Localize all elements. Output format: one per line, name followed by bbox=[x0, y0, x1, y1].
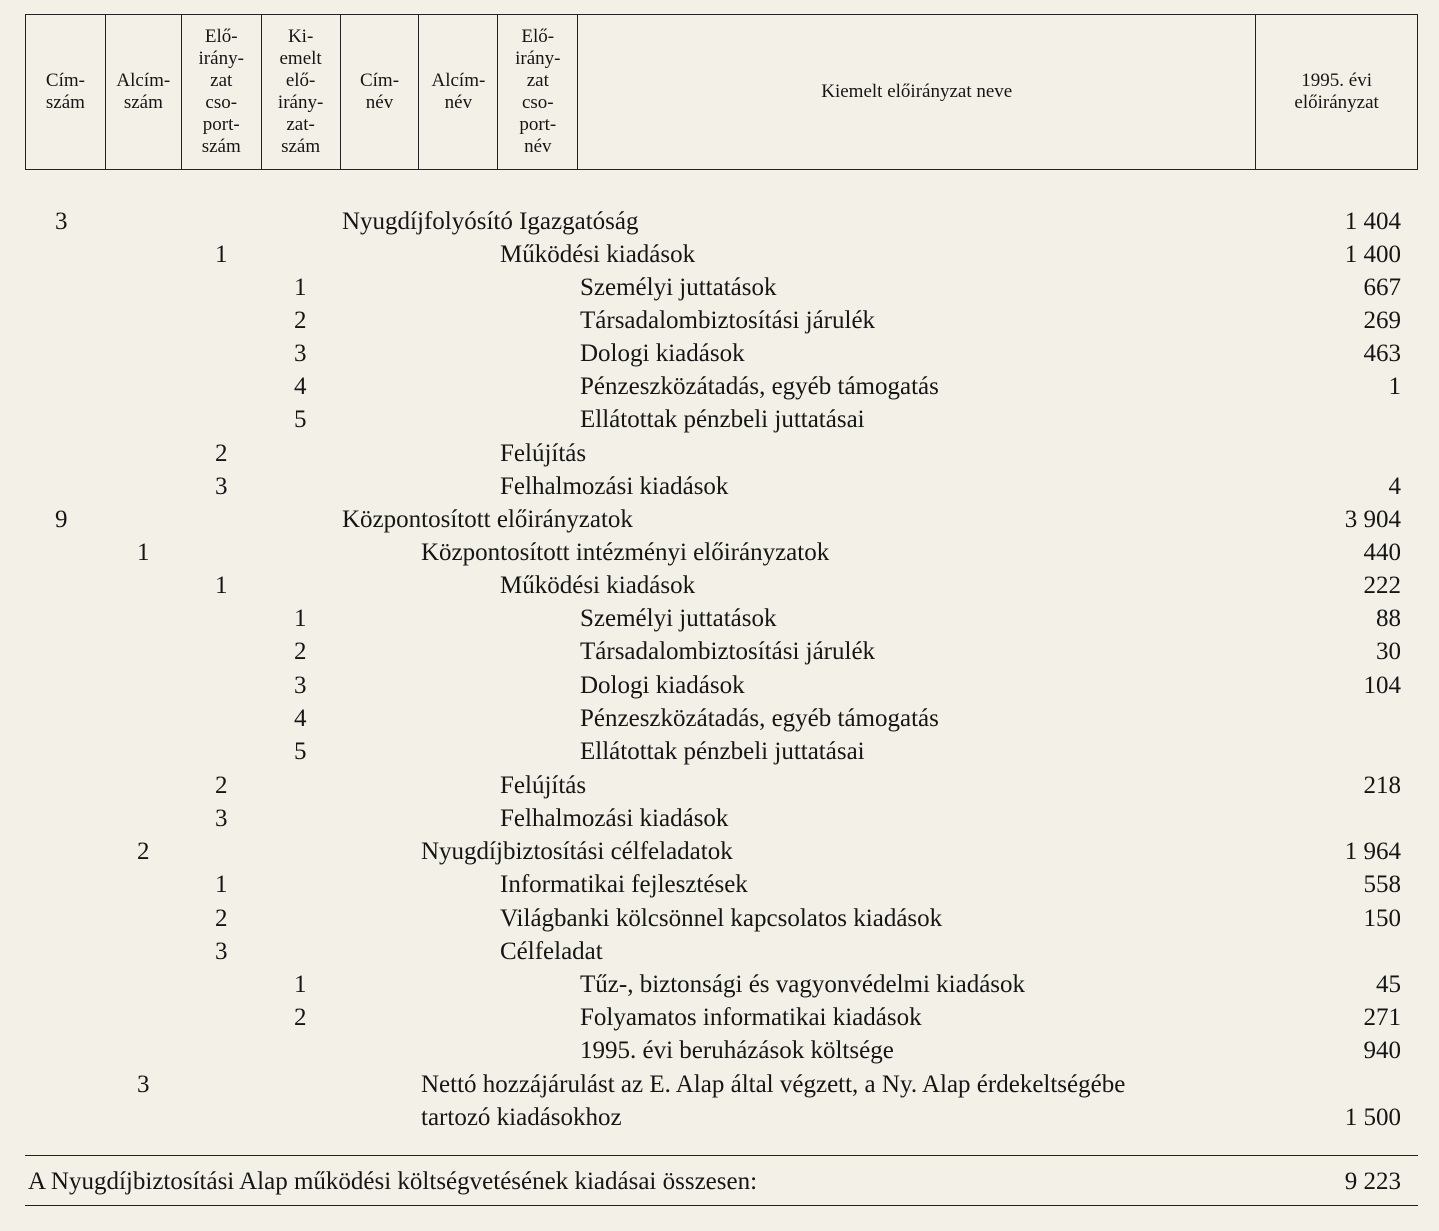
row-number: 2 bbox=[137, 838, 150, 865]
table-row bbox=[0, 503, 1439, 536]
table-row bbox=[0, 1101, 1439, 1134]
table-row bbox=[0, 669, 1439, 702]
header-kiemelt-eloiranyzat-neve: Kiemelt előirányzat neve bbox=[578, 15, 1256, 169]
row-number: 3 bbox=[215, 938, 228, 965]
row-label: Dologi kiadások bbox=[580, 672, 745, 699]
row-value: 4 bbox=[1388, 473, 1401, 500]
row-label: Működési kiadások bbox=[500, 241, 696, 268]
total-top-rule bbox=[25, 1155, 1418, 1156]
table-row bbox=[0, 1001, 1439, 1034]
row-number: 3 bbox=[55, 208, 68, 235]
row-label: Nyugdíjbiztosítási célfeladatok bbox=[421, 838, 733, 865]
row-label: Személyi juttatások bbox=[580, 274, 777, 301]
row-number: 2 bbox=[294, 307, 307, 334]
table-header bbox=[25, 14, 1418, 170]
row-number: 5 bbox=[294, 406, 307, 433]
row-label: Folyamatos informatikai kiadások bbox=[580, 1004, 922, 1031]
row-value: 30 bbox=[1376, 638, 1401, 665]
row-label: Központosított intézményi előirányzatok bbox=[421, 539, 830, 566]
table-row bbox=[0, 1034, 1439, 1067]
table-row bbox=[0, 1068, 1439, 1101]
table-row bbox=[0, 702, 1439, 735]
row-value: 440 bbox=[1363, 539, 1401, 566]
table-row bbox=[0, 470, 1439, 503]
table-row bbox=[0, 304, 1439, 337]
row-value: 667 bbox=[1363, 274, 1401, 301]
row-label: Társadalombiztosítási járulék bbox=[580, 307, 876, 334]
table-row bbox=[0, 569, 1439, 602]
row-label: Dologi kiadások bbox=[580, 340, 745, 367]
row-label: Nettó hozzájárulást az E. Alap által végzett, a Ny. Alap érdekeltségébe bbox=[421, 1071, 1126, 1098]
row-value: 940 bbox=[1363, 1037, 1401, 1064]
row-label: Társadalombiztosítási járulék bbox=[580, 638, 876, 665]
table-row bbox=[0, 802, 1439, 835]
row-label: Ellátottak pénzbeli juttatásai bbox=[580, 738, 865, 765]
table-row bbox=[0, 370, 1439, 403]
row-number: 3 bbox=[215, 805, 228, 832]
table-row bbox=[0, 835, 1439, 868]
header-eloiranyzat-csoport-szam: Elő- irány- zat cso- port- szám bbox=[182, 15, 262, 169]
header-cimnev: Cím- név bbox=[341, 15, 420, 169]
table-row bbox=[0, 902, 1439, 935]
row-value: 150 bbox=[1363, 905, 1401, 932]
row-number: 2 bbox=[294, 638, 307, 665]
row-label: Felújítás bbox=[500, 440, 587, 467]
header-alcimszam: Alcím- szám bbox=[106, 15, 182, 169]
total-row bbox=[0, 1165, 1439, 1199]
row-number: 3 bbox=[215, 473, 228, 500]
row-label: 1995. évi beruházások költsége bbox=[580, 1037, 894, 1064]
table-row bbox=[0, 968, 1439, 1001]
header-eloiranyzat-csoport-nev: Elő- irány- zat cso- port- név bbox=[498, 15, 578, 169]
row-value: 3 904 bbox=[1344, 506, 1401, 533]
row-number: 4 bbox=[294, 373, 307, 400]
row-label: Felújítás bbox=[500, 772, 587, 799]
row-value: 558 bbox=[1363, 871, 1401, 898]
row-value: 1 964 bbox=[1344, 838, 1401, 865]
row-value: 1 bbox=[1388, 373, 1401, 400]
table-row bbox=[0, 205, 1439, 238]
row-number: 5 bbox=[294, 738, 307, 765]
row-label: Felhalmozási kiadások bbox=[500, 473, 729, 500]
row-number: 3 bbox=[294, 340, 307, 367]
row-number: 1 bbox=[215, 572, 228, 599]
row-number: 2 bbox=[215, 905, 228, 932]
table-row bbox=[0, 238, 1439, 271]
row-label: Személyi juttatások bbox=[580, 605, 777, 632]
table-row bbox=[0, 769, 1439, 802]
row-number: 1 bbox=[294, 605, 307, 632]
row-number: 1 bbox=[215, 241, 228, 268]
row-value: 218 bbox=[1363, 772, 1401, 799]
row-value: 222 bbox=[1363, 572, 1401, 599]
row-value: 1 404 bbox=[1344, 208, 1401, 235]
row-value: 269 bbox=[1363, 307, 1401, 334]
row-label: Ellátottak pénzbeli juttatásai bbox=[580, 406, 865, 433]
row-value: 1 500 bbox=[1344, 1104, 1401, 1131]
row-label: Pénzeszközátadás, egyéb támogatás bbox=[580, 705, 939, 732]
row-value: 104 bbox=[1363, 672, 1401, 699]
row-number: 1 bbox=[215, 871, 228, 898]
total-label: A Nyugdíjbiztosítási Alap működési költségvetésének kiadásai összesen: bbox=[28, 1168, 758, 1195]
row-value: 271 bbox=[1363, 1004, 1401, 1031]
table-row bbox=[0, 935, 1439, 968]
row-label: Nyugdíjfolyósító Igazgatóság bbox=[342, 208, 639, 235]
row-number: 9 bbox=[55, 506, 68, 533]
row-value: 1 400 bbox=[1344, 241, 1401, 268]
table-row bbox=[0, 271, 1439, 304]
row-label: Pénzeszközátadás, egyéb támogatás bbox=[580, 373, 939, 400]
header-1995-eloiranyzat: 1995. évi előirányzat bbox=[1294, 70, 1379, 113]
table-row bbox=[0, 735, 1439, 768]
table-row bbox=[0, 635, 1439, 668]
row-label: Tűz-, biztonsági és vagyonvédelmi kiadások bbox=[580, 971, 1026, 998]
total-bottom-rule bbox=[25, 1205, 1418, 1206]
row-number: 2 bbox=[215, 772, 228, 799]
table-row bbox=[0, 536, 1439, 569]
row-value: 88 bbox=[1376, 605, 1401, 632]
row-label: tartozó kiadásokhoz bbox=[421, 1104, 622, 1131]
header-cimszam: Cím- szám bbox=[26, 15, 106, 169]
row-label: Célfeladat bbox=[500, 938, 603, 965]
row-number: 1 bbox=[137, 539, 150, 566]
total-value: 9 223 bbox=[1344, 1168, 1401, 1195]
row-number: 1 bbox=[294, 274, 307, 301]
row-label: Informatikai fejlesztések bbox=[500, 871, 748, 898]
row-number: 2 bbox=[215, 440, 228, 467]
row-number: 1 bbox=[294, 971, 307, 998]
row-number: 3 bbox=[137, 1071, 150, 1098]
header-kiemelt-eloiranyzat-szam: Ki- emelt elő- irány- zat- szám bbox=[262, 15, 341, 169]
row-number: 3 bbox=[294, 672, 307, 699]
row-label: Központosított előirányzatok bbox=[342, 506, 633, 533]
table-row bbox=[0, 337, 1439, 370]
header-alcimnev: Alcím- név bbox=[419, 15, 498, 169]
row-label: Felhalmozási kiadások bbox=[500, 805, 729, 832]
row-value: 463 bbox=[1363, 340, 1401, 367]
table-row bbox=[0, 403, 1439, 436]
table-row bbox=[0, 602, 1439, 635]
table-row bbox=[0, 437, 1439, 470]
row-number: 4 bbox=[294, 705, 307, 732]
row-label: Működési kiadások bbox=[500, 572, 696, 599]
row-label: Világbanki kölcsönnel kapcsolatos kiadások bbox=[500, 905, 943, 932]
row-number: 2 bbox=[294, 1004, 307, 1031]
row-value: 45 bbox=[1376, 971, 1401, 998]
table-row bbox=[0, 868, 1439, 901]
